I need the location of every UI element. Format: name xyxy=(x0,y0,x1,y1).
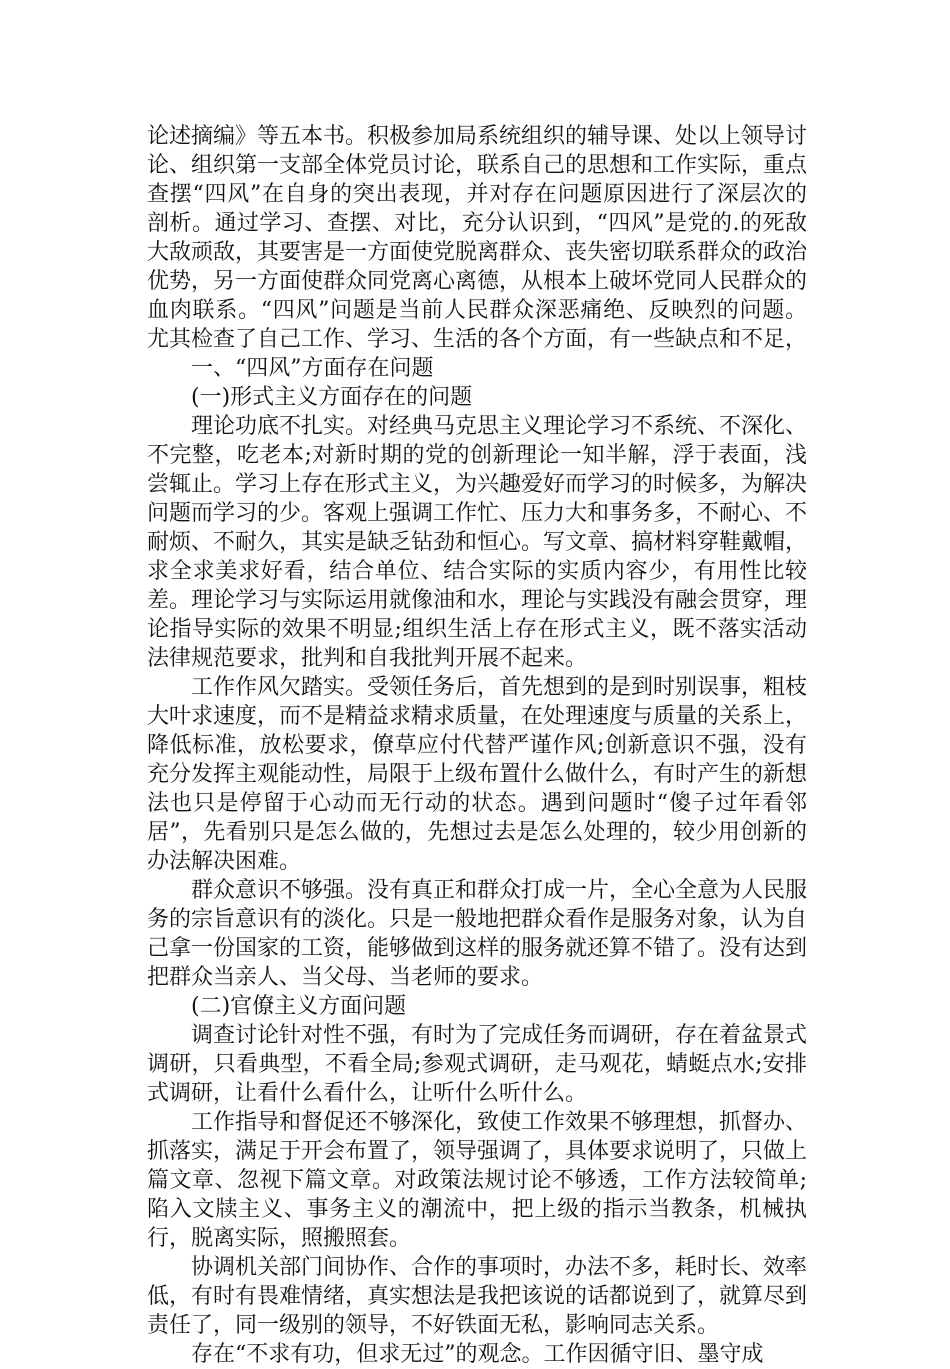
subsection-heading-bureaucratism: (二)官僚主义方面问题 xyxy=(191,994,407,1019)
paragraph-no-fault: 存在“不求有功，但求无过”的观念。工作因循守旧、墨守成 xyxy=(191,1342,764,1367)
paragraph-intro: 论述摘编》等五本书。积极参加局系统组织的辅导课、处以上领导讨论、组织第一支部全体党员讨论，联系自己的思想和工作实际，重点查摆“四风”在自身的突出表现，并对存在问题原因进行了深层次的剖析。通过学习、查摆、对比，充分认识到，“四风”是党的.的死敌大敌顽敌，其要害是一方面使党脱离群众、丧失密切联系群众的政治优势，另一方面使群众同党离心离德，从根本上破坏党同人民群众的血肉联系。“四风”问题是当前人民群众深恶痛绝、反映烈的问题。尤其检查了自己工作、学习、生活的各个方面，有一些缺点和不足， xyxy=(147,124,808,352)
paragraph-research: 调查讨论针对性不强，有时为了完成任务而调研，存在着盆景式调研，只看典型，不看全局;参观式调研，走马观花，蜻蜓点水;安排式调研，让看什么看什么，让听什么听什么。 xyxy=(147,1023,808,1106)
paragraph-mass-awareness: 群众意识不够强。没有真正和群众打成一片，全心全意为人民服务的宗旨意识有的淡化。只是一般地把群众看作是服务对象，认为自己拿一份国家的工资，能够做到这样的服务就还算不错了。没有达到把群众当亲人、当父母、当老师的要求。 xyxy=(147,878,808,990)
paragraph-guidance: 工作指导和督促还不够深化，致使工作效果不够理想，抓督办、抓落实，满足于开会布置了，领导强调了，具体要求说明了，只做上篇文章、忽视下篇文章。对政策法规讨论不够透，工作方法较简单;陷入文牍主义、事务主义的潮流中，把上级的指示当教条，机械执行，脱离实际，照搬照套。 xyxy=(147,1110,808,1251)
section-heading-four-winds: 一、“四风”方面存在问题 xyxy=(191,356,434,381)
paragraph-work-style: 工作作风欠踏实。受领任务后，首先想到的是到时别误事，粗枝大叶求速度，而不是精益求精求质量，在处理速度与质量的关系上，降低标准，放松要求，僚草应付代替严谨作风;创新意识不强，没有充分发挥主观能动性，局限于上级布置什么做什么，有时产生的新想法也只是停留于心动而无行动的状态。遇到问题时“傻子过年看邻居”，先看别只是怎么做的，先想过去是怎么处理的，较少用创新的办法解决困难。 xyxy=(147,675,808,874)
paragraph-theory: 理论功底不扎实。对经典马克思主义理论学习不系统、不深化、不完整，吃老本;对新时期的党的创新理论一知半解，浮于表面，浅尝辄止。学习上存在形式主义，为兴趣爱好而学习的时候多，为解决问题而学习的少。客观上强调工作忙、压力大和事务多，不耐心、不耐烦、不耐久，其实是缺乏钻劲和恒心。写文章、搞材料穿鞋戴帽，求全求美求好看，结合单位、结合实际的实质内容少，有用性比较差。理论学习与实际运用就像油和水，理论与实践没有融会贯穿，理论指导实际的效果不明显;组织生活上存在形式主义，既不落实活动法律规范要求，批判和自我批判开展不起来。 xyxy=(147,414,808,671)
paragraph-coordination: 协调机关部门间协作、合作的事项时，办法不多，耗时长、效率低，有时有畏难情绪，真实想法是我把该说的话都说到了，就算尽到责任了，同一级别的领导，不好铁面无私，影响同志关系。 xyxy=(147,1255,808,1338)
subsection-heading-formalism: (一)形式主义方面存在的问题 xyxy=(191,385,473,410)
document-body xyxy=(147,122,807,1369)
